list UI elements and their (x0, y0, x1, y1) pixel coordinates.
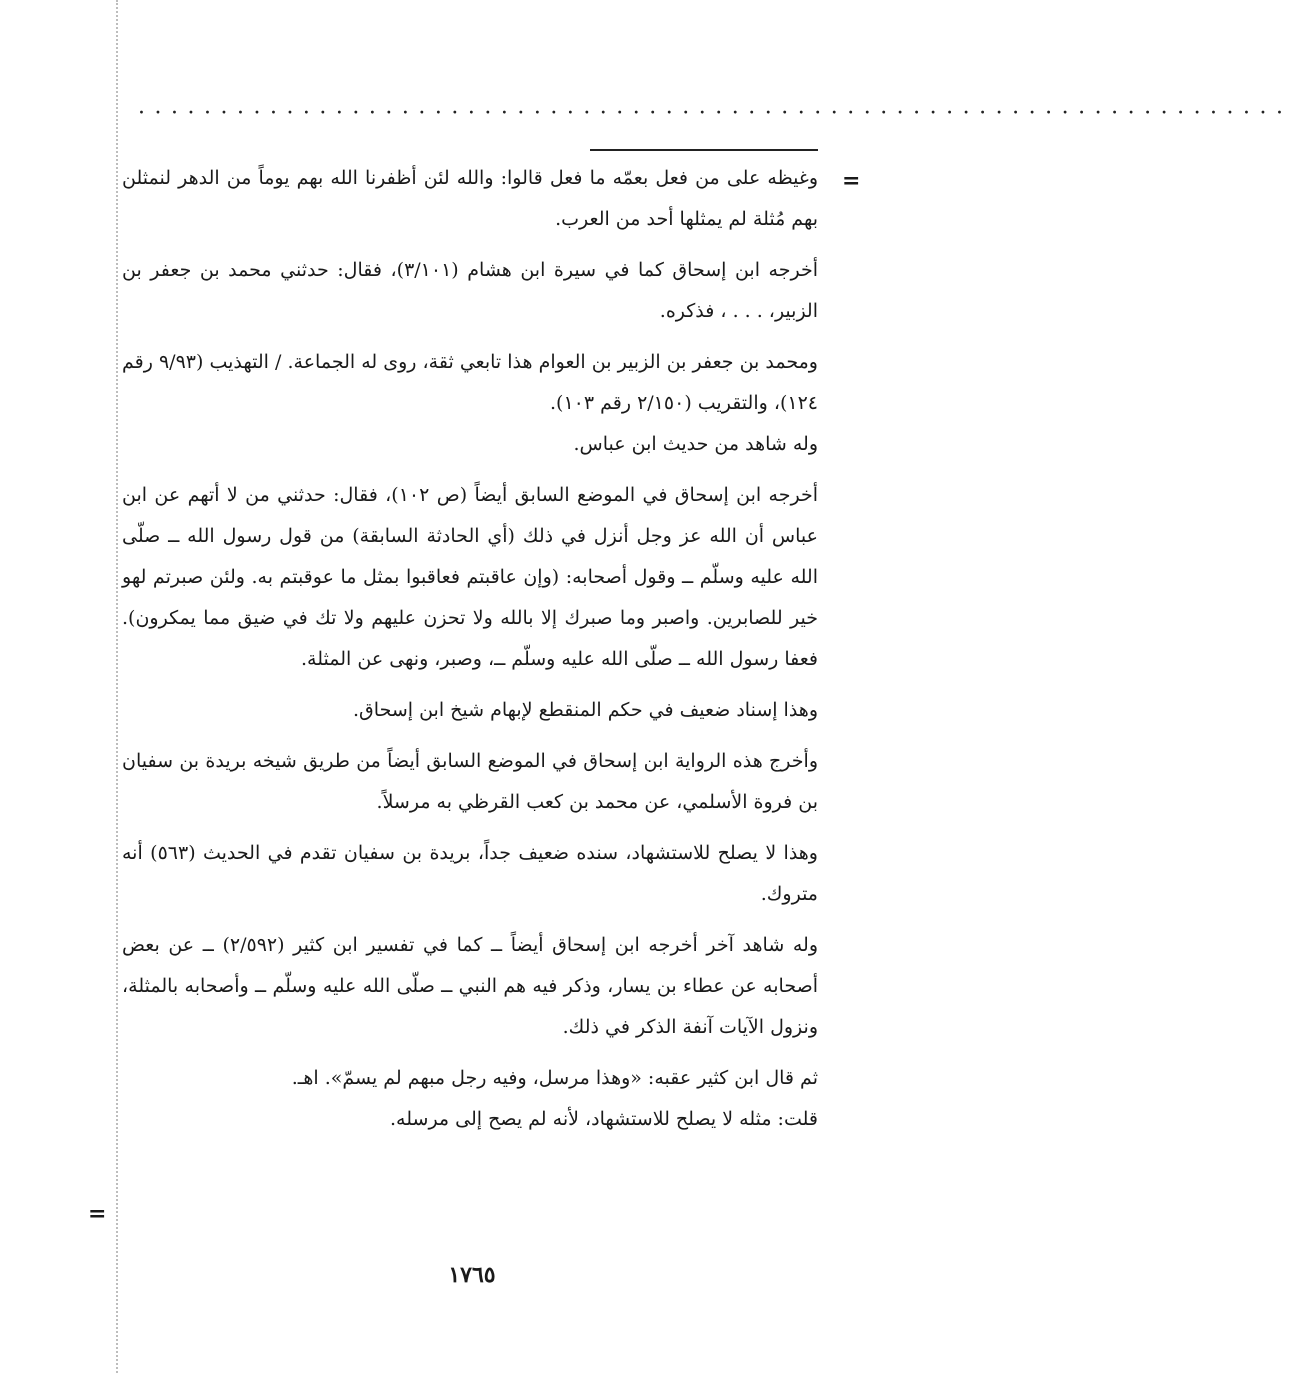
page-number: ١٧٦٥ (448, 1262, 496, 1288)
paragraph: ثم قال ابن كثير عقبه: «وهذا مرسل، وفيه رجل مبهم لم يسمّ». اهـ. (291, 1067, 818, 1089)
paragraph: ومحمد بن جعفر بن الزبير بن العوام هذا تابعي ثقة، روى له الجماعة. / التهذيب (٩/٩٣ رقم ١٢٤)، والتقريب (٢/١٥٠ رقم ١٠٣). (122, 351, 818, 414)
paragraph: قلت: مثله لا يصلح للاستشهاد، لأنه لم يصح إلى مرسله. (390, 1108, 818, 1130)
paragraph: وله شاهد آخر أخرجه ابن إسحاق أيضاً ــ كما في تفسير ابن كثير (٢/٥٩٢) ــ عن بعض أصحابه عن عطاء بن يسار، وذكر فيه هم النبي ــ صلّى الله عليه وسلّم ــ وأصحابه بالمثلة، ونزول الآيات آنفة الذكر في ذلك. (122, 934, 818, 1038)
paragraph: أخرجه ابن إسحاق في الموضع السابق أيضاً (ص ١٠٢)، فقال: حدثني من لا أتهم عن ابن عباس أن الله عز وجل أنزل في ذلك (أي الحادثة السابقة) من قول رسول الله ــ صلّى الله عليه وسلّم ــ وقول أصحابه: (وإن عاقبتم فعاقبوا بمثل ما عوقبتم به. ولئن صبرتم لهو خير للصابرين. واصبر وما صبرك إلا بالله ولا تحزن عليهم ولا تك في ضيق مما يمكرون). فعفا رسول الله ــ صلّى الله عليه وسلّم ــ، وصبر، ونهى عن المثلة. (122, 484, 818, 670)
footnote-rule (590, 149, 818, 151)
footnote-text-block (122, 158, 818, 1150)
paragraph: وأخرج هذه الرواية ابن إسحاق في الموضع السابق أيضاً من طريق شيخه بريدة بن سفيان بن فروة الأسلمي، عن محمد بن كعب القرظي به مرسلاً. (122, 750, 818, 813)
paragraph: أخرجه ابن إسحاق كما في سيرة ابن هشام (٣/١٠١)، فقال: حدثني محمد بن جعفر بن الزبير، . . . ، فذكره. (122, 259, 818, 322)
margin-dotted-line (116, 0, 118, 1373)
paragraph: وله شاهد من حديث ابن عباس. (573, 433, 818, 455)
continuation-mark-top: = (842, 168, 861, 194)
continuation-mark-bottom: = (88, 1201, 107, 1227)
paragraph: وغيظه على من فعل بعمّه ما فعل قالوا: والله لئن أظفرنا الله بهم يوماً من الدهر لنمثلن بهم مُثلة لم يمثلها أحد من العرب. (122, 167, 818, 230)
paragraph: وهذا لا يصلح للاستشهاد، سنده ضعيف جداً، بريدة بن سفيان تقدم في الحديث (٥٦٣) أنه متروك. (122, 842, 818, 905)
paragraph: وهذا إسناد ضعيف في حكم المنقطع لإبهام شيخ ابن إسحاق. (353, 699, 818, 721)
header-dotted-separator: ······································································ (138, 101, 1293, 126)
